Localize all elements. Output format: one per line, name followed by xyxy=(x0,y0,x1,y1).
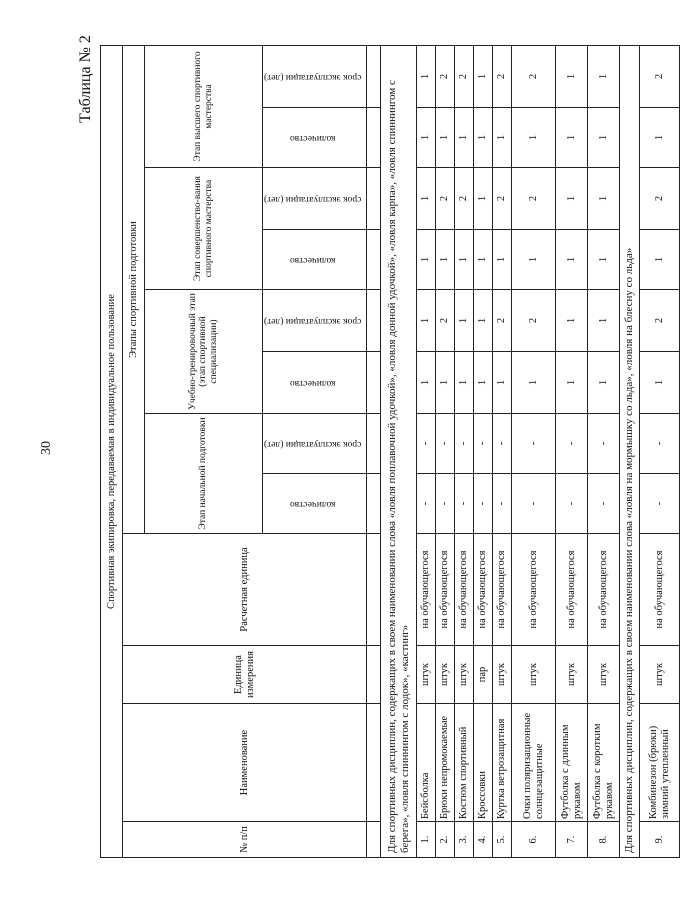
term-cell: 1 xyxy=(556,45,588,107)
qty-cell: 1 xyxy=(556,352,588,414)
qty-cell: 1 xyxy=(436,352,455,414)
empty-index-cell xyxy=(367,168,381,230)
term-cell: 2 xyxy=(436,168,455,230)
item-unit: штук xyxy=(640,646,680,704)
item-calc-unit: на обучающегося xyxy=(640,534,680,646)
item-unit: штук xyxy=(436,646,455,704)
empty-index-cell xyxy=(367,534,381,646)
term-cell: 1 xyxy=(588,168,620,230)
qty-cell: 1 xyxy=(556,108,588,168)
table-row xyxy=(474,45,493,857)
table-row xyxy=(588,45,620,857)
term-cell: 1 xyxy=(417,45,436,107)
qty-cell: - xyxy=(474,474,493,534)
term-cell: 2 xyxy=(493,168,512,230)
item-calc-unit: на обучающегося xyxy=(436,534,455,646)
term-cell: - xyxy=(512,414,556,474)
term-cell: 2 xyxy=(512,290,556,352)
item-name: Брюки непромокаемые xyxy=(436,704,455,822)
qty-cell: 1 xyxy=(436,230,455,290)
stage-header-training: Учебно-тренировочный этап (этап спортивной специализации) xyxy=(145,290,263,414)
item-name: Футболка с длинным рукавом xyxy=(556,704,588,822)
qty-cell: 1 xyxy=(512,352,556,414)
qty-header: количество xyxy=(263,474,367,534)
term-cell: 1 xyxy=(556,168,588,230)
term-cell: 2 xyxy=(455,168,474,230)
term-cell: 1 xyxy=(556,290,588,352)
empty-index-cell xyxy=(367,474,381,534)
table-row xyxy=(493,45,512,857)
qty-cell: 1 xyxy=(493,230,512,290)
item-name: Футболка с коротким рукавом xyxy=(588,704,620,822)
qty-cell: - xyxy=(512,474,556,534)
table-row xyxy=(640,45,680,857)
item-unit: штук xyxy=(455,646,474,704)
empty-index-cell xyxy=(367,704,381,822)
term-cell: - xyxy=(455,414,474,474)
item-name: Бейсболка xyxy=(417,704,436,822)
qty-header: количество xyxy=(263,230,367,290)
item-unit: штук xyxy=(556,646,588,704)
qty-cell: 1 xyxy=(417,230,436,290)
qty-cell: 1 xyxy=(512,230,556,290)
row-number: 6. xyxy=(512,822,556,858)
row-number: 1. xyxy=(417,822,436,858)
empty-index-cell xyxy=(367,108,381,168)
stage-header-initial: Этап начальной подготовки xyxy=(145,414,263,534)
col-num-header: № п/п xyxy=(123,822,367,858)
item-name: Очки поляризационные солнцезащитные xyxy=(512,704,556,822)
qty-cell: - xyxy=(493,474,512,534)
qty-cell: - xyxy=(640,474,680,534)
item-calc-unit: на обучающегося xyxy=(417,534,436,646)
term-cell: 1 xyxy=(417,290,436,352)
qty-header: количество xyxy=(263,352,367,414)
row-number: 7. xyxy=(556,822,588,858)
term-cell: - xyxy=(436,414,455,474)
equipment-table xyxy=(100,45,680,858)
term-cell: 2 xyxy=(493,45,512,107)
table-row xyxy=(512,45,556,857)
item-name: Кроссовки xyxy=(474,704,493,822)
row-number: 4. xyxy=(474,822,493,858)
item-unit: штук xyxy=(512,646,556,704)
term-cell: 1 xyxy=(474,45,493,107)
term-cell: 2 xyxy=(436,290,455,352)
empty-index-cell xyxy=(367,352,381,414)
empty-index-cell xyxy=(367,45,381,107)
term-cell: 2 xyxy=(493,290,512,352)
item-calc-unit: на обучающегося xyxy=(493,534,512,646)
term-cell: 1 xyxy=(474,168,493,230)
qty-cell: 1 xyxy=(417,108,436,168)
term-header: срок эксплуатации (лет) xyxy=(263,414,367,474)
term-cell: 1 xyxy=(455,290,474,352)
stage-header-improvement: Этап совершенство-вания спортивного мастерства xyxy=(145,168,263,290)
term-cell: - xyxy=(640,414,680,474)
item-unit: штук xyxy=(417,646,436,704)
term-cell: 1 xyxy=(588,45,620,107)
table-title: Таблица № 2 xyxy=(76,35,94,123)
term-header: срок эксплуатации (лет) xyxy=(263,290,367,352)
qty-cell: 1 xyxy=(455,352,474,414)
term-header: срок эксплуатации (лет) xyxy=(263,45,367,107)
qty-cell: 1 xyxy=(474,108,493,168)
row-number: 3. xyxy=(455,822,474,858)
stage-header-highest: Этап высшего спортивного мастерства xyxy=(145,45,263,167)
rotated-table-wrapper xyxy=(100,46,671,858)
term-cell: - xyxy=(493,414,512,474)
qty-cell: 1 xyxy=(474,230,493,290)
table-row xyxy=(556,45,588,857)
term-cell: - xyxy=(556,414,588,474)
qty-cell: - xyxy=(436,474,455,534)
qty-cell: 1 xyxy=(474,352,493,414)
term-cell: 1 xyxy=(417,168,436,230)
qty-cell: - xyxy=(417,474,436,534)
item-name: Комбинезон (брюки) зимний утепленный xyxy=(640,704,680,822)
qty-cell: 1 xyxy=(556,230,588,290)
empty-index-cell xyxy=(367,414,381,474)
qty-cell: 1 xyxy=(493,352,512,414)
row-number: 9. xyxy=(640,822,680,858)
qty-cell: 1 xyxy=(588,352,620,414)
row-number: 2. xyxy=(436,822,455,858)
col-calc-header: Расчетная единица xyxy=(123,534,367,646)
term-cell: 1 xyxy=(474,290,493,352)
qty-cell: - xyxy=(455,474,474,534)
empty-index-cell xyxy=(367,290,381,352)
item-unit: штук xyxy=(588,646,620,704)
item-name: Костюм спортивный xyxy=(455,704,474,822)
term-cell: - xyxy=(417,414,436,474)
col-name-header: Наименование xyxy=(123,704,367,822)
item-calc-unit: на обучающегося xyxy=(474,534,493,646)
col-unit-header: Единица измерения xyxy=(123,646,367,704)
table-row xyxy=(436,45,455,857)
row-number: 8. xyxy=(588,822,620,858)
section-heading-1: Для спортивных дисциплин, содержащих в своем наименовании слова «ловля поплавочной удочкой», «ловля донной удочкой», «ловля карпа», «ловля спиннингом с берега», «ловля спиннингом с лодок», «кастинг» xyxy=(381,45,417,857)
qty-header: количество xyxy=(263,108,367,168)
term-cell: 2 xyxy=(640,168,680,230)
section-heading-2: Для спортивных дисциплин, содержащих в своем наименовании слова «ловля на мормышку со льда», «ловля на блесну со льда» xyxy=(620,45,640,857)
item-calc-unit: на обучающегося xyxy=(512,534,556,646)
page-number: 30 xyxy=(39,441,54,455)
term-cell: 2 xyxy=(640,45,680,107)
term-header: срок эксплуатации (лет) xyxy=(263,168,367,230)
empty-index-cell xyxy=(367,822,381,858)
term-cell: - xyxy=(588,414,620,474)
row-number: 5. xyxy=(493,822,512,858)
qty-cell: 1 xyxy=(455,108,474,168)
item-calc-unit: на обучающегося xyxy=(588,534,620,646)
term-cell: 1 xyxy=(588,290,620,352)
term-cell: 2 xyxy=(455,45,474,107)
item-calc-unit: на обучающегося xyxy=(556,534,588,646)
empty-index-cell xyxy=(367,646,381,704)
table-row xyxy=(455,45,474,857)
term-cell: 2 xyxy=(512,168,556,230)
table-row xyxy=(417,45,436,857)
qty-cell: 1 xyxy=(588,230,620,290)
item-unit: штук xyxy=(493,646,512,704)
qty-cell: 1 xyxy=(436,108,455,168)
qty-cell: 1 xyxy=(493,108,512,168)
stages-group-header: Этапы спортивной подготовки xyxy=(123,45,145,533)
term-cell: 2 xyxy=(640,290,680,352)
empty-index-cell xyxy=(367,230,381,290)
term-cell: 2 xyxy=(512,45,556,107)
qty-cell: 1 xyxy=(640,352,680,414)
qty-cell: 1 xyxy=(455,230,474,290)
qty-cell: 1 xyxy=(640,108,680,168)
qty-cell: 1 xyxy=(588,108,620,168)
qty-cell: 1 xyxy=(640,230,680,290)
term-cell: - xyxy=(474,414,493,474)
qty-cell: 1 xyxy=(417,352,436,414)
item-calc-unit: на обучающегося xyxy=(455,534,474,646)
term-cell: 2 xyxy=(436,45,455,107)
super-header: Спортивная экипировка, передаваемая в индивидуальное пользование xyxy=(101,45,123,857)
qty-cell: - xyxy=(556,474,588,534)
item-unit: пар xyxy=(474,646,493,704)
qty-cell: - xyxy=(588,474,620,534)
qty-cell: 1 xyxy=(512,108,556,168)
item-name: Куртка ветрозащитная xyxy=(493,704,512,822)
